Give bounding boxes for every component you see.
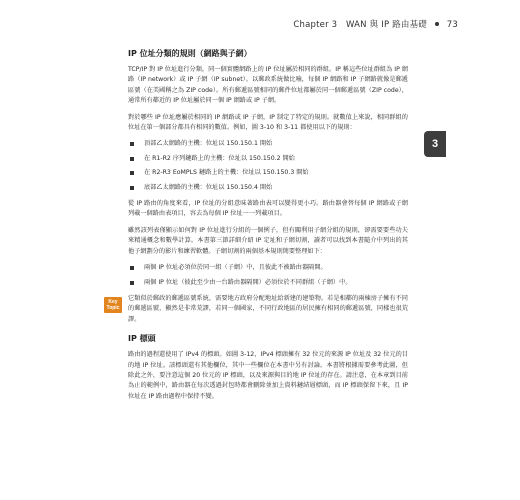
paragraph: 雖然該列表僅顯示如何對 IP 位址進行分組的一個例子，但有關利用子網分組的規則，卻需要要些功夫來精通概念和數學計算。本書第三節詳細介紹 IP 定址和子網切割，讀者可以找到本書隨介中列出的其他子網劃分的影片和練習軟體。子網切割的兩個基本規則簡要整理如下： <box>128 226 408 255</box>
square-bullet-icon <box>130 266 134 270</box>
list-item: 底部乙太網路的主機：位址以 150.150.4 開始 <box>128 183 408 193</box>
bullet-separator-icon <box>435 22 439 26</box>
list-item: 兩個 IP 位址必須位於同一組（子網）中，且彼此不被路由器隔開。 <box>128 263 408 273</box>
running-header <box>293 18 458 30</box>
square-bullet-icon <box>130 186 134 190</box>
section-heading-ip-header: IP 標頭 <box>128 334 156 344</box>
key-topic-line1: Key <box>108 299 118 305</box>
paragraph: TCP/IP 對 IP 位址進行分類。同一個實體網路上的 IP 位址屬於相同的群組。IP 稱這些位址群組為 IP 網路（IP network）或 IP 子網（IP subnet）。以郵政系統做比喻，每個 IP 網路和 IP 子網路就像是郵遞區號（在美國稱之為 ZIP code）。所有郵遞區號相同的郵件位址都屬於同一個郵遞區號（ZIP code），通常所有鄰近的 IP 位址屬於同一個 IP 網路或 IP 子網。 <box>128 66 408 105</box>
square-bullet-icon <box>130 281 134 285</box>
paragraph: 對於哪些 IP 位址應屬於相同的 IP 網路或 IP 子網，IP 制定了特定的規則。就數值上來說，相同群組的位址在第一個部分都具有相同的數值。例如，圖 3-10 和 3-11 都使用以下的規則： <box>128 113 408 132</box>
section-heading-ip-grouping: IP 位址分類的規則（網路與子網） <box>128 49 252 58</box>
list-item: 頂部乙太網路的主機：位址以 150.150.1 開始 <box>128 139 408 149</box>
paragraph: 它類似於郵政的郵遞區號系統，需要地方政府分配地址給新建的建築物。若是相鄰的兩棟房子擁有不同的郵遞區號，顯然是非常荒謬，若同一個國家，不同行政地區的居民擁有相同的郵遞區號，同樣也很荒謬。 <box>128 294 408 323</box>
list-item: 兩個 IP 位址（彼此至少由一台路由器隔開）必須位於不同群組（子網）中。 <box>128 278 408 288</box>
square-bullet-icon <box>130 142 134 146</box>
list-item: 在 R1-R2 序列鏈路上的主機：位址以 150.150.2 開始 <box>128 154 408 164</box>
key-topic-icon <box>104 297 122 313</box>
chapter-tab: 3 <box>424 131 446 157</box>
bullet-list <box>128 139 408 193</box>
key-topic-line2: Topic <box>106 305 120 311</box>
paragraph: 從 IP 路由的角度來看，IP 位址的分組意味著路由表可以變得更小巧。路由器會替每個 IP 網路或子網列載一個路由表項目，容去為每個 IP 位址一一列載項目。 <box>128 200 408 218</box>
square-bullet-icon <box>130 157 134 161</box>
header-title: WAN 與 IP 路由基礎 <box>346 20 427 30</box>
page-number: 73 <box>446 20 458 30</box>
square-bullet-icon <box>130 171 134 175</box>
header-chapter: Chapter 3 <box>293 20 338 30</box>
list-item: 在 R2-R3 EoMPLS 鏈路上的主機：位址以 150.150.3 開始 <box>128 168 408 178</box>
key-topic-list <box>128 263 408 288</box>
paragraph: 路由的過程還使用了 IPv4 的標頭。如圖 3-12，IPv4 標頭擁有 32 位元的來源 IP 位址及 32 位元的目的地 IP 位址。該標頭還有其他欄位，其中一些欄位在本書中另有討論。本書將根據需要參考此圖，但除此之外，要注意這個 20 位元的 IP 標頭，以及來源與目的地 IP 位址的存在。請注意，在本章到目前為止的範例中，路由器在每次透過封包時都會刪除並加上資料鏈結層標頭，而 IP 標頭保留下來，且 IP 位址在 IP 路由過程中保持不變。 <box>128 351 408 400</box>
page-content <box>128 48 408 408</box>
